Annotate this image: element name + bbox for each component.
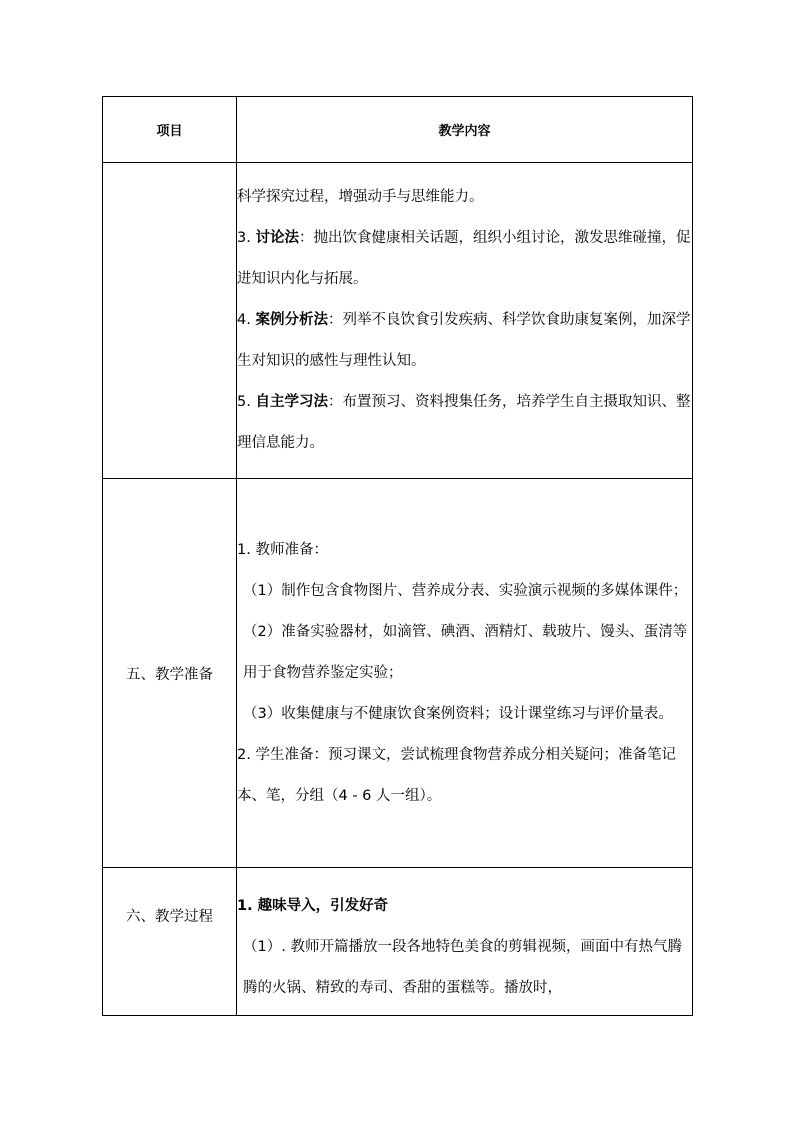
row-content	[237, 163, 693, 479]
method-discussion	[237, 218, 692, 300]
method-name: 自主学习法	[255, 394, 328, 410]
table-row	[103, 163, 693, 479]
method-name: 讨论法	[255, 230, 299, 246]
content-line: 科学探究过程，增强动手与思维能力。	[237, 189, 484, 205]
table-row	[103, 479, 693, 868]
content-line: （2）准备实验器材，如滴管、碘酒、酒精灯、载玻片、馒头、蛋清等用于食物营养鉴定实验；	[243, 623, 688, 681]
row-content	[237, 479, 693, 868]
header-content: 教学内容	[237, 97, 693, 163]
method-number: 5.	[237, 394, 256, 410]
content-line: （1）制作包含食物图片、营养成分表、实验演示视频的多媒体课件；	[243, 582, 688, 599]
method-desc: ：布置预习、资料搜集任务，培养学生自主摄取知识、整理信息能力。	[237, 394, 691, 451]
row-label: 六、教学过程	[103, 868, 237, 1016]
method-number: 3.	[237, 230, 256, 246]
row-content	[237, 868, 693, 1016]
table-row	[103, 868, 693, 1016]
step-heading	[237, 886, 692, 927]
content-line: 1. 教师准备：	[237, 541, 328, 558]
row-label: 五、教学准备	[103, 479, 237, 868]
content-line: 2. 学生准备：预习课文，尝试梳理食物营养成分相关疑问；准备笔记本、笔，分组（4 - 6 人一组）。	[237, 746, 676, 804]
method-case-analysis	[237, 300, 692, 382]
step-heading-text: 1. 趣味导入，引发好奇	[237, 897, 389, 914]
method-number: 4.	[237, 312, 256, 328]
content-line: （1）. 教师开篇播放一段各地特色美食的剪辑视频，画面中有热气腾腾的火锅、精致的寿司、香甜的蛋糕等。播放时，	[243, 938, 682, 996]
table-header-row	[103, 97, 693, 163]
method-name: 案例分析法	[255, 312, 328, 328]
header-item: 项目	[103, 97, 237, 163]
lesson-plan-table	[102, 96, 693, 1016]
method-desc: ：抛出饮食健康相关话题，组织小组讨论，激发思维碰撞，促进知识内化与拓展。	[237, 230, 691, 287]
method-self-study	[237, 382, 692, 464]
row-label	[103, 163, 237, 479]
method-desc: ：列举不良饮食引发疾病、科学饮食助康复案例，加深学生对知识的感性与理性认知。	[237, 312, 691, 369]
content-line: （3）收集健康与不健康饮食案例资料；设计课堂练习与评价量表。	[243, 705, 673, 722]
